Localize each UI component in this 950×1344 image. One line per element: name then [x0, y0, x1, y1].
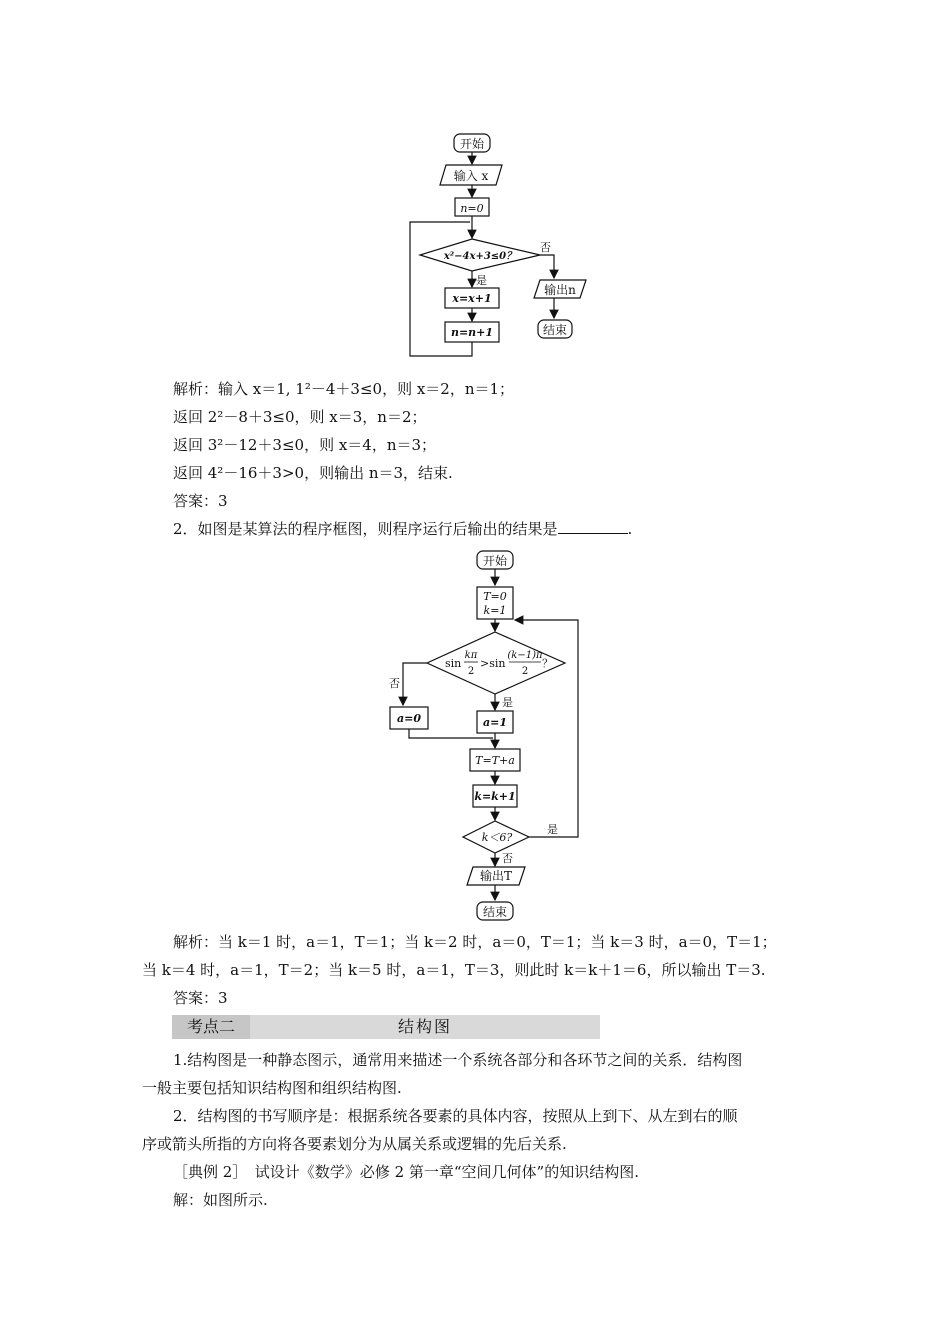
- para2-line-1: 2．结构图的书写顺序是：根据系统各要素的具体内容，按照从上到下、从左到右的顺: [173, 1107, 738, 1125]
- section-title: 结构图: [397, 1017, 452, 1036]
- analysis2-line-1: 解析：当 k＝1 时，a＝1，T＝1；当 k＝2 时，a＝0，T＝1；当 k＝3 时，a＝0，T＝1；: [173, 933, 777, 951]
- fc2-cond-gt: >sin: [480, 657, 506, 670]
- fc2-cond-den2: 2: [521, 666, 529, 677]
- fc2-cond-num2: (k−1)π: [507, 650, 543, 661]
- fc2-cond-num1: kπ: [464, 650, 478, 661]
- section-tag: 考点二: [172, 1015, 250, 1039]
- flowchart-1: [400, 130, 610, 360]
- fc1-end: 结束: [542, 323, 568, 337]
- example-2: ［典例 2］ 试设计《数学》必修 2 第一章“空间几何体”的知识结构图.: [173, 1163, 639, 1181]
- fc1-yes-label: 是: [476, 274, 487, 287]
- fc2-a1: a=1: [483, 716, 507, 729]
- fc1-output: 输出n: [544, 283, 576, 297]
- fc2-no-label: 否: [389, 677, 400, 690]
- fc2-end: 结束: [482, 905, 508, 919]
- question-2-end: .: [627, 520, 633, 538]
- fc2-init-t: T=0: [483, 590, 507, 603]
- fc2-update-k: k=k+1: [474, 790, 516, 803]
- fc2-cond-q: ？: [542, 657, 553, 670]
- fc2-loop-cond: k＜6?: [481, 831, 513, 844]
- fc2-init-k: k=1: [483, 604, 507, 617]
- question-2: [0, 518, 950, 540]
- solution: 解：如图所示.: [173, 1191, 268, 1209]
- fc1-no-label: 否: [540, 241, 551, 254]
- para2-line-2: 序或箭头所指的方向将各要素划分为从属关系或逻辑的先后关系.: [142, 1135, 567, 1153]
- section-header: [172, 1015, 600, 1039]
- fc2-cond-den1: 2: [467, 666, 475, 677]
- fc1-step1: x=x+1: [452, 292, 492, 305]
- answer-2: 答案：3: [173, 989, 228, 1007]
- fc1-init: n=0: [460, 202, 484, 215]
- question-2-text: 2．如图是某算法的程序框图，则程序运行后输出的结果是: [173, 520, 558, 538]
- fc2-start: 开始: [482, 554, 508, 568]
- fc1-input: 输入 x: [453, 169, 489, 183]
- flowchart-2: [385, 545, 595, 925]
- para1-line-2: 一般主要包括知识结构图和组织结构图.: [142, 1079, 402, 1097]
- answer-1: 答案：3: [173, 492, 228, 510]
- fc2-a0: a=0: [397, 712, 421, 725]
- analysis1-line-4: 返回 4²－16＋3>0，则输出 n＝3，结束.: [173, 464, 453, 482]
- fc2-yes-label: 是: [502, 696, 513, 709]
- fc2-loop-yes-label: 是: [547, 823, 558, 836]
- analysis1-line-1: 解析：输入 x＝1, 1²－4＋3≤0，则 x＝2，n＝1；: [173, 380, 515, 398]
- fc2-loop-no-label: 否: [502, 852, 513, 865]
- para1-line-1: 1.结构图是一种静态图示，通常用来描述一个系统各部分和各环节之间的关系．结构图: [173, 1051, 743, 1069]
- fc2-output: 输出T: [479, 869, 513, 883]
- fc1-step2: n=n+1: [450, 326, 494, 339]
- fc1-start: 开始: [459, 137, 485, 151]
- analysis2-line-2: 当 k＝4 时，a＝1，T＝2；当 k＝5 时，a＝1，T＝3，则此时 k＝k＋1＝6，所以输出 T＝3.: [142, 961, 766, 979]
- answer-blank: [558, 519, 628, 534]
- fc2-cond-sin: sin: [445, 657, 462, 670]
- fc2-update-t: T=T+a: [475, 754, 515, 767]
- fc1-condition: x²−4x+3≤0？: [443, 251, 517, 262]
- analysis1-line-3: 返回 3²－12＋3≤0，则 x＝4，n＝3；: [173, 436, 437, 454]
- analysis1-line-2: 返回 2²－8＋3≤0，则 x＝3，n＝2；: [173, 408, 427, 426]
